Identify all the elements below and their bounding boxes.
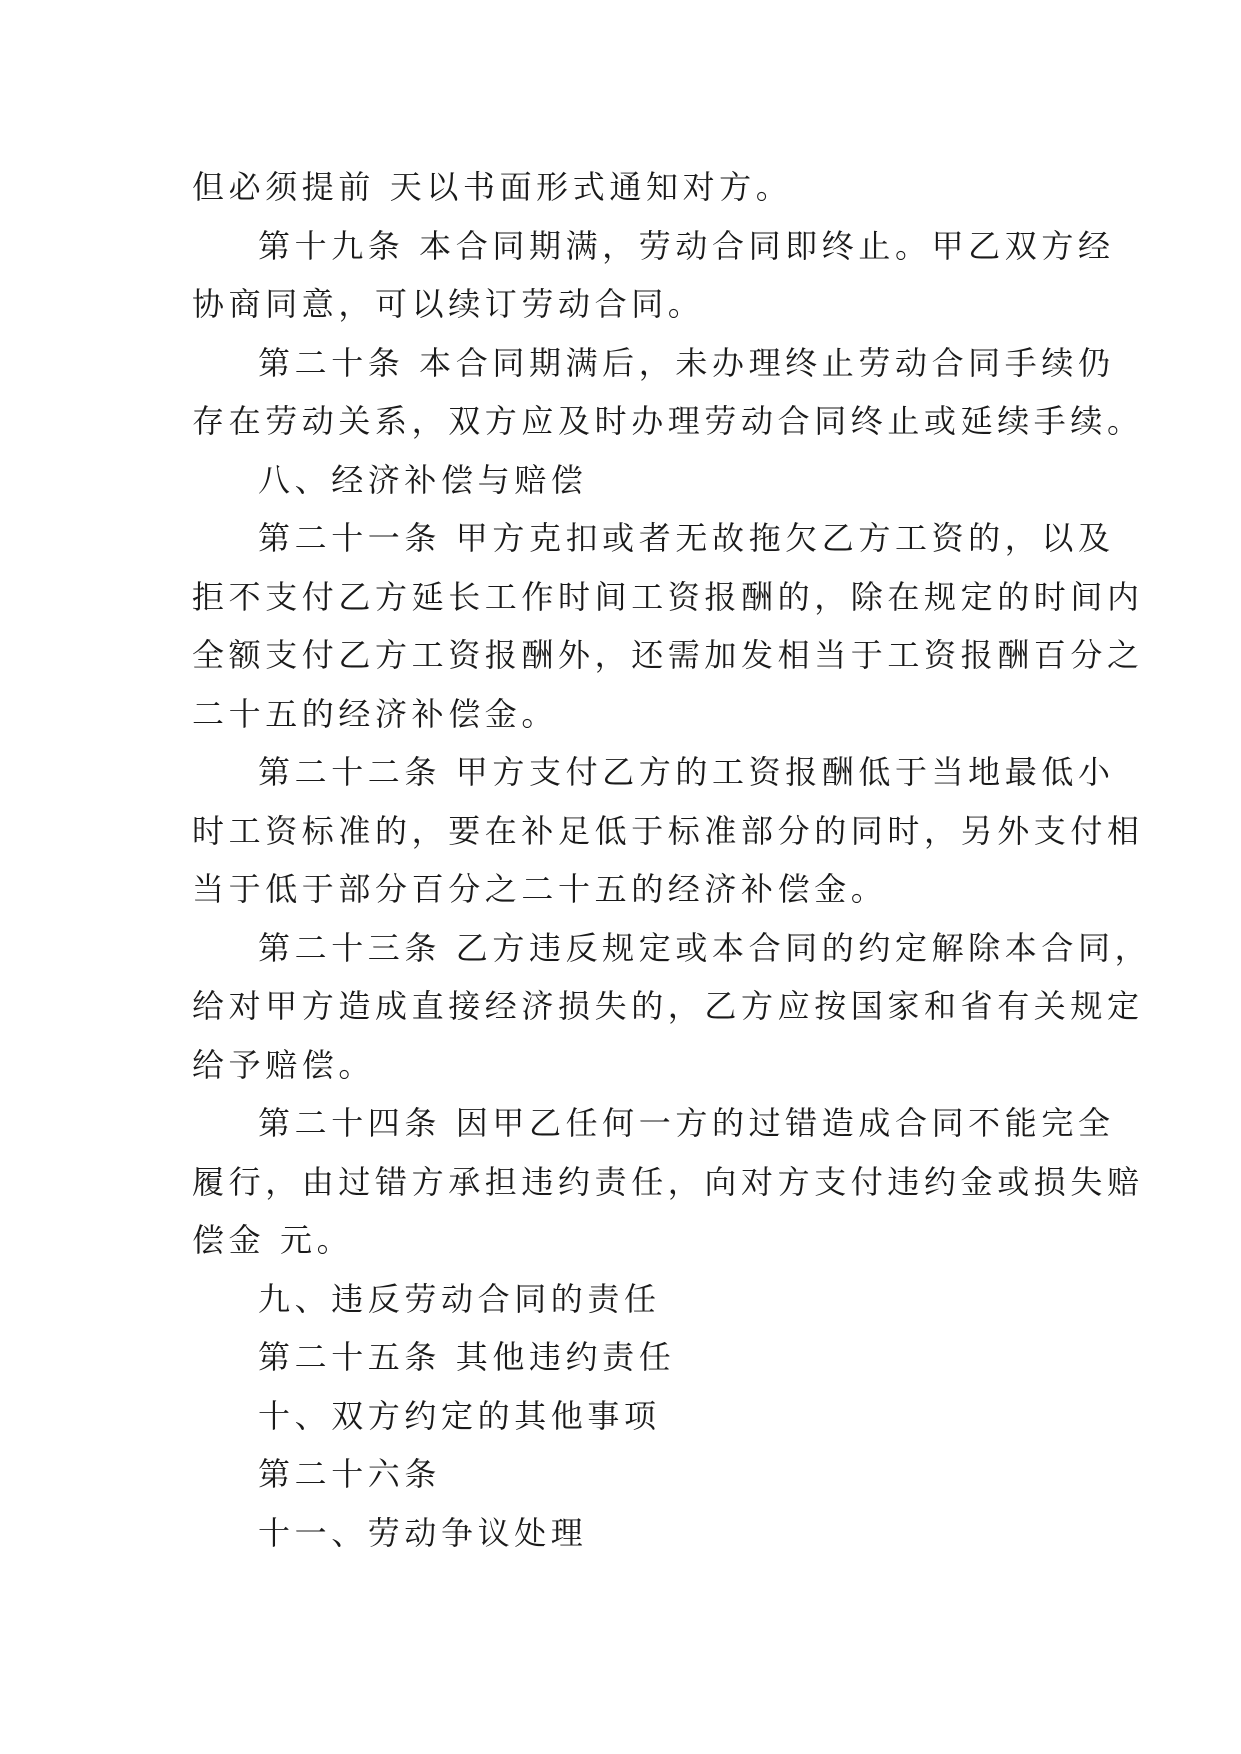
text-line: 存在劳动关系，双方应及时办理劳动合同终止或延续手续。 [192,402,1144,440]
document-body [192,158,1152,1562]
section-heading-11: 十一、劳动争议处理 [258,1513,588,1552]
text-line: 二十五的经济补偿金。 [192,694,559,733]
article-19-line: 第十九条 本合同期满，劳动合同即终止。甲乙双方经 [258,226,1115,265]
text-line: 时工资标准的，要在补足低于标准部分的同时，另外支付相 [192,811,1144,850]
article-21-line: 第二十一条 甲方克扣或者无故拖欠乙方工资的，以及 [258,519,1115,557]
section-heading-8: 八、经济补偿与赔偿 [258,460,588,499]
article-22-line: 第二十二条 甲方支付乙方的工资报酬低于当地最低小 [258,753,1115,791]
section-heading-9: 九、违反劳动合同的责任 [258,1279,661,1318]
text-line: 履行，由过错方承担违约责任，向对方支付违约金或损失赔 [192,1162,1144,1201]
text-line: 协商同意，可以续订劳动合同。 [192,285,705,323]
text-line: 但必须提前 天以书面形式通知对方。 [192,168,793,206]
article-24-line: 第二十四条 因甲乙任何一方的过错造成合同不能完全 [258,1104,1115,1142]
text-line: 当于低于部分百分之二十五的经济补偿金。 [192,870,888,908]
article-23-line: 第二十三条 乙方违反规定或本合同的约定解除本合同， [258,928,1152,967]
section-heading-10: 十、双方约定的其他事项 [258,1396,661,1435]
article-25-line: 第二十五条 其他违约责任 [258,1338,676,1376]
article-26-line: 第二十六条 [258,1455,442,1493]
text-line: 全额支付乙方工资报酬外，还需加发相当于工资报酬百分之 [192,636,1144,674]
text-line: 偿金 元。 [192,1221,354,1259]
text-line: 拒不支付乙方延长工作时间工资报酬的，除在规定的时间内 [192,577,1144,616]
text-line: 给对甲方造成直接经济损失的，乙方应按国家和省有关规定 [192,987,1144,1025]
text-line: 给予赔偿。 [192,1045,376,1084]
article-20-line: 第二十条 本合同期满后，未办理终止劳动合同手续仍 [258,343,1115,382]
